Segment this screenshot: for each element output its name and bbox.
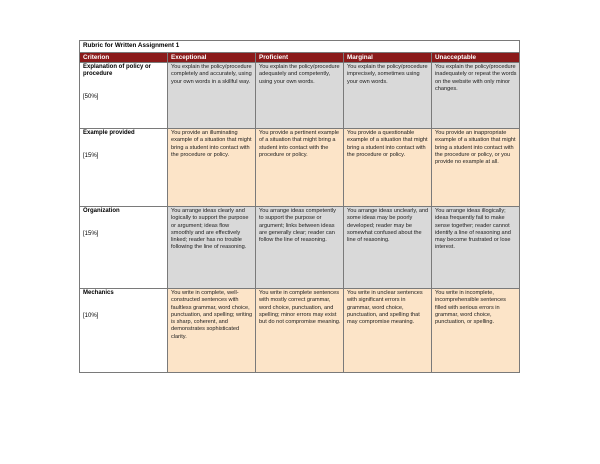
criterion-weight: [15%] [83, 153, 99, 160]
criterion-cell [80, 129, 168, 207]
cell-unacceptable: You provide an inappropriate example of a situation that might bring a student into contact with the procedure or policy, or you provide no example at all. [432, 129, 520, 207]
cell-proficient: You provide a pertinent example of a situation that might bring a student into contact with the procedure or policy. [256, 129, 344, 207]
cell-exceptional: You write in complete, well-constructed sentences with faultless grammar, word choice, punctuation, and spelling; writing is sharp, coherent, and demonstrates sophisticated clarity. [168, 289, 256, 373]
cell-unacceptable: You arrange ideas illogically; ideas frequently fail to make sense together; reader cannot identify a line of reasoning and may become frustrated or lose interest. [432, 207, 520, 289]
cell-marginal: You arrange ideas unclearly, and some ideas may be poorly developed; reader may be somewhat confused about the line of reasoning. [344, 207, 432, 289]
cell-unacceptable: You explain the policy/procedure inadequately or repeat the words on the website with only minor changes. [432, 63, 520, 129]
cell-exceptional: You explain the policy/procedure completely and accurately, using your own words in a skillful way. [168, 63, 256, 129]
header-row [80, 53, 520, 63]
rubric-title: Rubric for Written Assignment 1 [80, 41, 520, 53]
header-unacceptable: Unacceptable [432, 53, 520, 63]
criterion-weight: [10%] [83, 313, 99, 320]
table-row [80, 207, 520, 289]
rubric-table [79, 40, 520, 373]
table-row [80, 129, 520, 207]
criterion-weight: [50%] [83, 94, 99, 101]
table-row [80, 63, 520, 129]
criterion-weight: [15%] [83, 231, 99, 238]
criterion-cell [80, 207, 168, 289]
criterion-label: Example provided [83, 130, 135, 136]
cell-marginal: You provide a questionable example of a situation that might bring a student into contact with the procedure or policy. [344, 129, 432, 207]
cell-proficient: You write in complete sentences with mostly correct grammar, word choice, punctuation, and spelling; minor errors may exist but do not compromise meaning. [256, 289, 344, 373]
criterion-cell [80, 289, 168, 373]
header-proficient: Proficient [256, 53, 344, 63]
header-criterion: Criterion [80, 53, 168, 63]
criterion-label: Explanation of policy or procedure [83, 64, 152, 78]
cell-exceptional: You provide an illuminating example of a situation that might bring a student into contact with the procedure or policy. [168, 129, 256, 207]
cell-proficient: You explain the policy/procedure adequately and competently, using your own words. [256, 63, 344, 129]
cell-proficient: You arrange ideas competently to support the purpose or argument; links between ideas are generally clear; reader can follow the line of reasoning. [256, 207, 344, 289]
cell-unacceptable: You write in incomplete, incomprehensible sentences filled with serious errors in grammar, word choice, punctuation, or spelling. [432, 289, 520, 373]
header-marginal: Marginal [344, 53, 432, 63]
header-exceptional: Exceptional [168, 53, 256, 63]
cell-exceptional: You arrange ideas clearly and logically to support the purpose or argument; ideas flow smoothly and are effectively linked; reader has no trouble following the line of reasoning. [168, 207, 256, 289]
criterion-cell [80, 63, 168, 129]
cell-marginal: You explain the policy/procedure imprecisely, sometimes using your own words. [344, 63, 432, 129]
cell-marginal: You write in unclear sentences with significant errors in grammar, word choice, punctuation, and spelling that may compromise meaning. [344, 289, 432, 373]
criterion-label: Organization [83, 208, 120, 214]
table-row [80, 289, 520, 373]
criterion-label: Mechanics [83, 290, 114, 296]
